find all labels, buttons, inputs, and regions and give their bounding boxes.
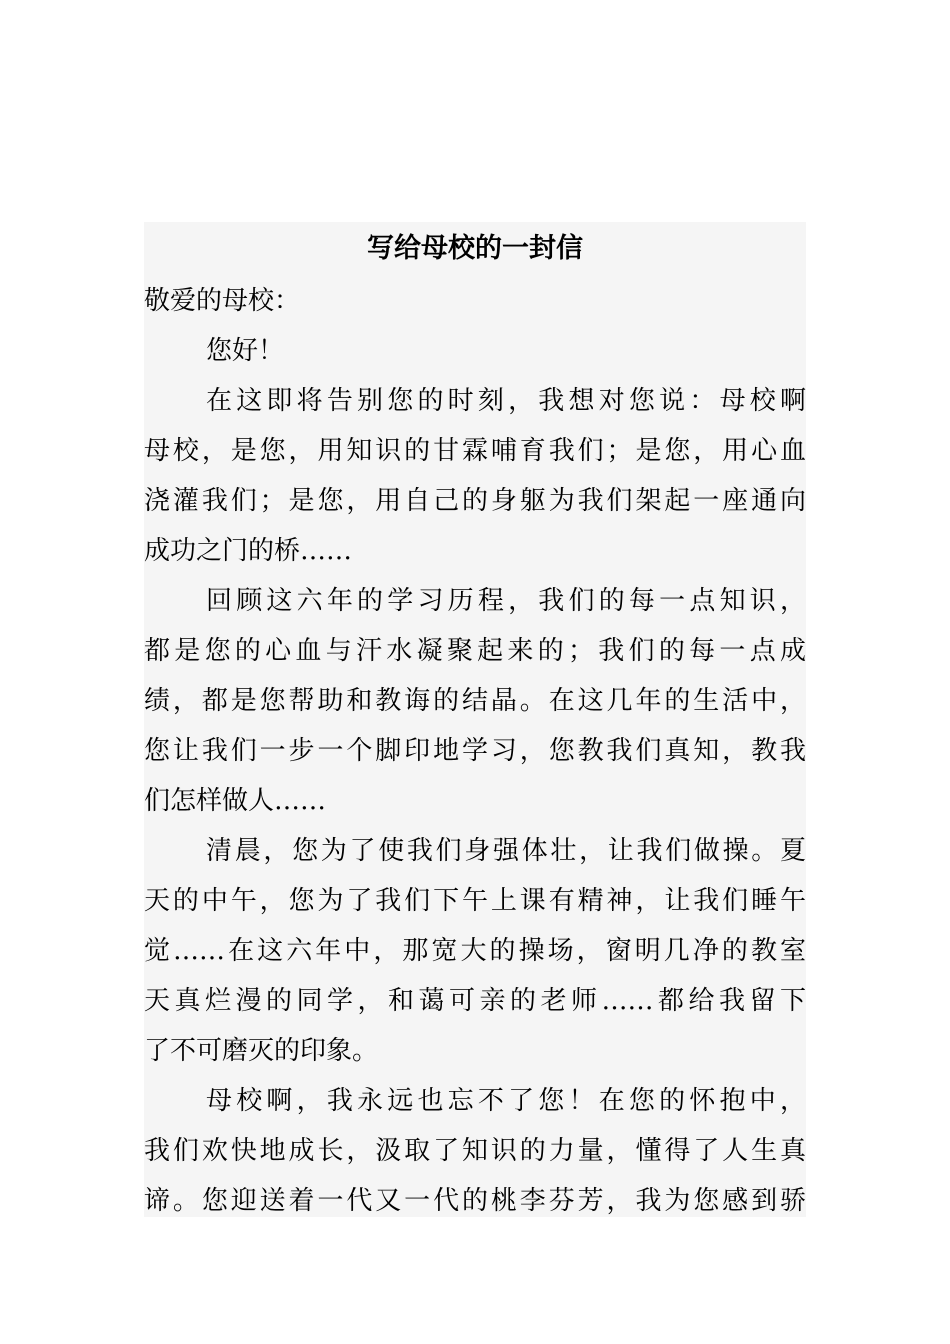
text-line: 天真烂漫的同学，和蔼可亲的老师……都给我留下 — [144, 986, 806, 1016]
text-line: 清晨，您为了使我们身强体壮，让我们做操。夏 — [206, 836, 806, 866]
text-line: 您好！ — [206, 336, 285, 366]
text-line: 母校啊，我永远也忘不了您！在您的怀抱中， — [206, 1086, 806, 1116]
text-line: 们怎样做人…… — [144, 786, 327, 816]
text-line: 在这即将告别您的时刻，我想对您说：母校啊 — [206, 386, 806, 416]
text-line: 敬爱的母校： — [144, 286, 301, 316]
text-line: 成功之门的桥…… — [144, 536, 353, 566]
letter-text — [144, 276, 806, 1217]
text-line: 天的中午，您为了我们下午上课有精神，让我们睡午 — [144, 886, 806, 916]
text-line: 浇灌我们；是您，用自己的身躯为我们架起一座通向 — [144, 486, 806, 516]
text-line: 绩，都是您帮助和教诲的结晶。在这几年的生活中， — [144, 686, 806, 716]
text-line: 母校，是您，用知识的甘霖哺育我们；是您，用心血 — [144, 436, 806, 466]
text-line: 回顾这六年的学习历程，我们的每一点知识， — [206, 586, 806, 616]
text-line: 觉……在这六年中，那宽大的操场，窗明几净的教室 — [144, 936, 806, 966]
letter-body — [144, 222, 806, 1217]
text-line: 了不可磨灭的印象。 — [144, 1036, 379, 1066]
letter-title: 写给母校的一封信 — [367, 233, 583, 264]
text-line: 我们欢快地成长，汲取了知识的力量，懂得了人生真 — [144, 1136, 806, 1166]
text-line: 您让我们一步一个脚印地学习，您教我们真知，教我 — [144, 736, 806, 766]
text-line: 谛。您迎送着一代又一代的桃李芬芳，我为您感到骄 — [144, 1186, 806, 1216]
text-line: 都是您的心血与汗水凝聚起来的；我们的每一点成 — [144, 636, 806, 666]
